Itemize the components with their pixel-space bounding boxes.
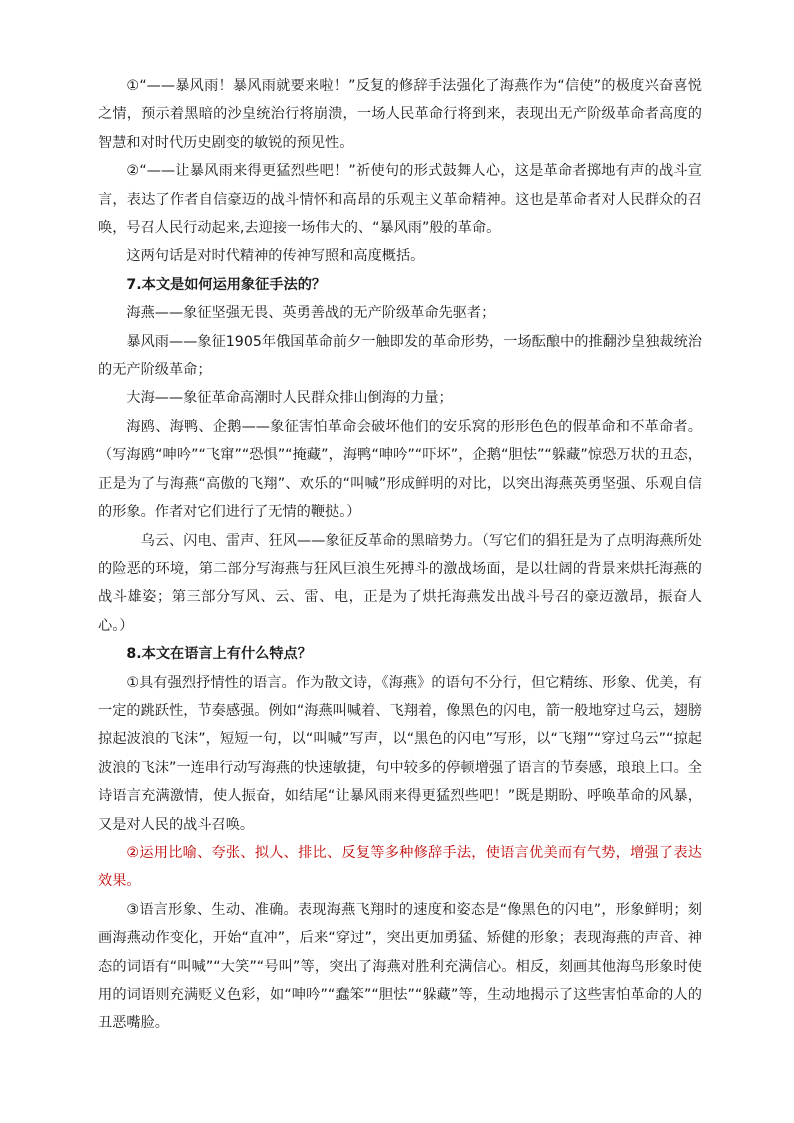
symbol-petrel: 海燕——象征坚强无畏、英勇善战的无产阶级革命先驱者；: [126, 305, 496, 322]
question-8-heading: 8.本文在语言上有什么特点？: [126, 646, 312, 663]
paragraph-imperative-sentence: ②“——让暴风雨来得更猛烈些吧！”祈使句的形式鼓舞人心，这是革命者掷地有声的战斗宣言，表达了作者自信豪迈的战斗情怀和高昂的乐观主义革命精神。这也是革命者对人民群众的召唤，号召人民行动起来,去迎接一场伟大的、“暴风雨”般的革命。: [98, 163, 702, 237]
symbol-sea: 大海——象征革命高潮时人民群众排山倒海的力量；: [126, 390, 453, 407]
language-feature-2: ②运用比喻、夸张、拟人、排比、反复等多种修辞手法，使语言优美而有气势，增强了表达效果。: [98, 844, 702, 890]
paragraph-rhetoric-repetition: ①“——暴风雨！暴风雨就要来啦！”反复的修辞手法强化了海燕作为“信使”的极度兴奋喜悦之情，预示着黑暗的沙皇统治行将崩溃，一场人民革命行将到来，表现出无产阶级革命者高度的智慧和对时代历史剧变的敏锐的预见性。: [98, 78, 702, 151]
language-feature-3: ③语言形象、生动、准确。表现海燕飞翔时的速度和姿态是“像黑色的闪电”，形象鲜明；刻画海燕动作变化，开始“直冲”，后来“穿过”，突出更加勇猛、矫健的形象；表现海燕的声音、神态的词语有“叫喊”“大笑”“号叫”等，突出了海燕对胜利充满信心。相反，刻画其他海鸟形象时使用的词语则充满贬义色彩，如“呻吟”“蠢笨”“胆怯”“躲藏”等，生动地揭示了这些害怕革命的人的丑恶嘴脸。: [98, 901, 702, 1032]
symbol-clouds-lightning: 乌云、闪电、雷声、狂风——象征反革命的黑暗势力。（写它们的猖狂是为了点明海燕所处的险恶的环境，第二部分写海燕与狂风巨浪生死搏斗的激战场面，是以壮阔的背景来烘托海燕的战斗雄姿；第三部分写风、云、雷、电，正是为了烘托海燕发出战斗号召的豪迈激昂，振奋人心。）: [98, 532, 702, 634]
language-feature-1: ①具有强烈抒情性的语言。作为散文诗，《海燕》的语句不分行，但它精练、形象、优美，有一定的跳跃性，节奏感强。例如“海燕叫喊着、飞翔着，像黑色的闪电，箭一般地穿过乌云，翅膀掠起波浪的飞沫”，短短一句，以“叫喊”写声，以“黑色的闪电”写形，以“飞翔”“穿过乌云”“掠起波浪的飞沫”一连串行动写海燕的快速敏捷，句中较多的停顿增强了语言的节奏感，琅琅上口。全诗语言充满激情，使人振奋，如结尾“让暴风雨来得更猛烈些吧！”既是期盼、呼唤革命的风暴，又是对人民的战斗召唤。: [98, 674, 702, 833]
paragraph-summary: 这两句话是对时代精神的传神写照和高度概括。: [126, 248, 425, 265]
question-7-heading: 7.本文是如何运用象征手法的？: [126, 276, 327, 293]
symbol-storm: 暴风雨——象征1905年俄国革命前夕一触即发的革命形势，一场酝酿中的推翻沙皇独裁统治的无产阶级革命；: [98, 333, 702, 379]
symbol-seabirds: 海鸥、海鸭、企鹅——象征害怕革命会破坏他们的安乐窝的形形色色的假革命和不革命者。（写海鸥“呻吟”“飞窜”“恐惧”“掩藏”，海鸭“呻吟”“吓坏”，企鹅“胆怯”“躲藏”惊恐万状的丑态，正是为了与海燕“高傲的飞翔”、欢乐的“叫喊”形成鲜明的对比，以突出海燕英勇坚强、乐观自信的形象。作者对它们进行了无情的鞭挞。）: [98, 418, 702, 521]
